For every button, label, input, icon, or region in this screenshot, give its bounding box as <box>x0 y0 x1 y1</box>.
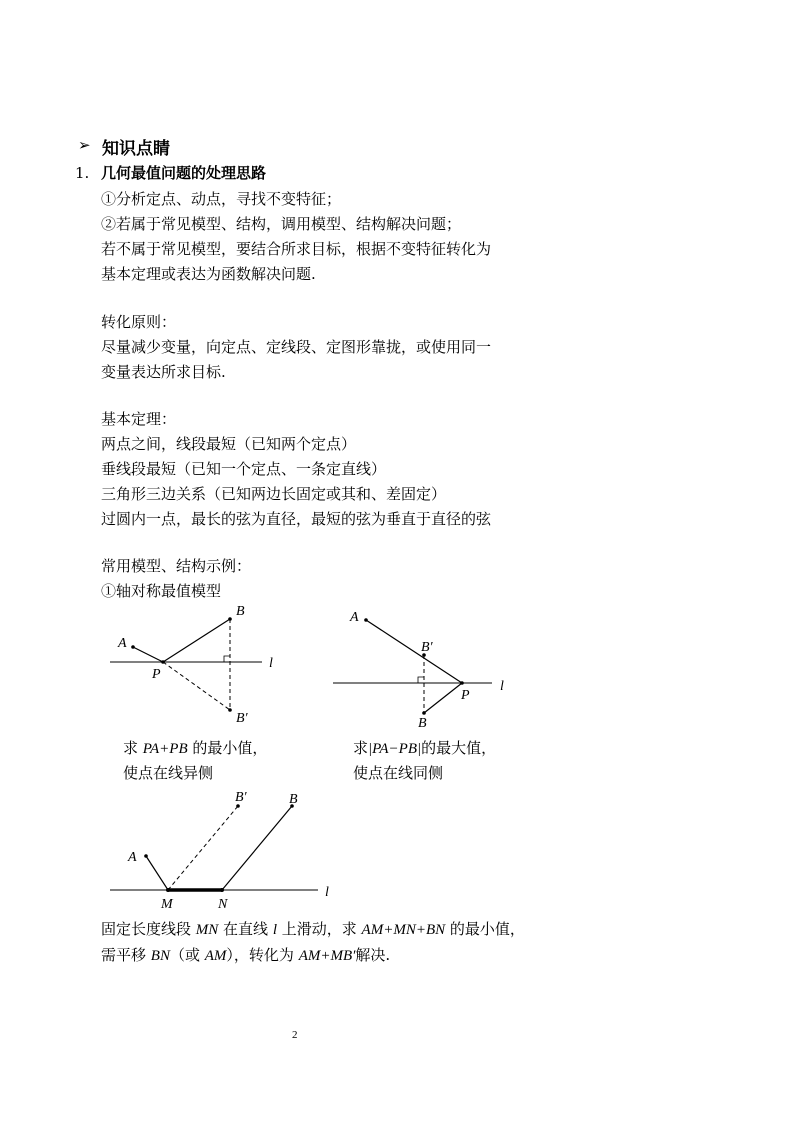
theorem-line-4: 过圆内一点，最长的弦为直径，最短的弦为垂直于直径的弦 <box>101 510 492 528</box>
item-title: 几何最值问题的处理思路 <box>101 164 267 182</box>
item-line-3: 若不属于常见模型，要结合所求目标，根据不变特征转化为 <box>101 240 492 258</box>
item-line-1: ①分析定点、动点，寻找不变特征； <box>101 190 342 208</box>
label-B: B <box>236 604 245 619</box>
item-line-2: ②若属于常见模型、结构，调用模型、结构解决问题； <box>101 215 462 233</box>
fig1-caption-1: 求 PA+PB 的最小值， <box>123 739 268 757</box>
label-N: N <box>218 897 228 912</box>
label-P: P <box>461 688 470 703</box>
label-M: M <box>161 897 173 912</box>
label-Bprime: B′ <box>236 711 248 726</box>
label-l: l <box>269 656 273 671</box>
label-P: P <box>152 667 161 682</box>
models-heading: 常用模型、结构示例： <box>101 557 252 575</box>
dashed-M-Bprime <box>168 806 238 890</box>
label-B: B <box>289 792 298 807</box>
models-subheading: ①轴对称最值模型 <box>101 582 222 600</box>
point-M <box>166 888 170 892</box>
section-title: 知识点睛 <box>102 139 170 159</box>
conclusion-line-1: 固定长度线段 MN 在直线 l 上滑动，求 AM+MN+BN 的最小值， <box>101 920 525 938</box>
theorems-heading: 基本定理： <box>101 410 177 428</box>
page-number: 2 <box>292 1029 298 1041</box>
fig1-caption-2: 使点在线异侧 <box>123 764 214 782</box>
principle-heading: 转化原则： <box>101 313 177 331</box>
label-l: l <box>500 679 504 694</box>
label-B: B <box>418 716 427 731</box>
item-line-4: 基本定理或表达为函数解决问题. <box>101 265 316 283</box>
theorem-line-2: 垂线段最短（已知一个定点、一条定直线） <box>101 460 387 478</box>
label-A: A <box>128 850 137 865</box>
segment-AM <box>146 856 168 890</box>
label-Bprime: B′ <box>235 790 247 805</box>
principle-line-1: 尽量减少变量，向定点、定线段、定图形靠拢，或使用同一 <box>101 338 492 356</box>
point-A <box>144 854 148 858</box>
item-number: 1. <box>75 164 90 182</box>
fig2-caption-1: 求|PA−PB|的最大值， <box>353 739 497 757</box>
right-arrowhead-icon: ➢ <box>78 136 91 154</box>
label-A: A <box>118 636 127 651</box>
point-N <box>220 888 224 892</box>
principle-line-2: 变量表达所求目标. <box>101 363 226 381</box>
segment-NB <box>222 806 292 890</box>
theorem-line-3: 三角形三边关系（已知两边长固定或其和、差固定） <box>101 485 447 503</box>
theorem-line-1: 两点之间，线段最短（已知两个定点） <box>101 435 357 453</box>
label-A: A <box>350 610 359 625</box>
fig2-caption-2: 使点在线同侧 <box>353 764 444 782</box>
label-Bprime: B′ <box>421 640 433 655</box>
conclusion-line-2: 需平移 BN（或 AM），转化为 AM+MB′解决. <box>101 946 391 964</box>
label-l: l <box>325 885 329 900</box>
